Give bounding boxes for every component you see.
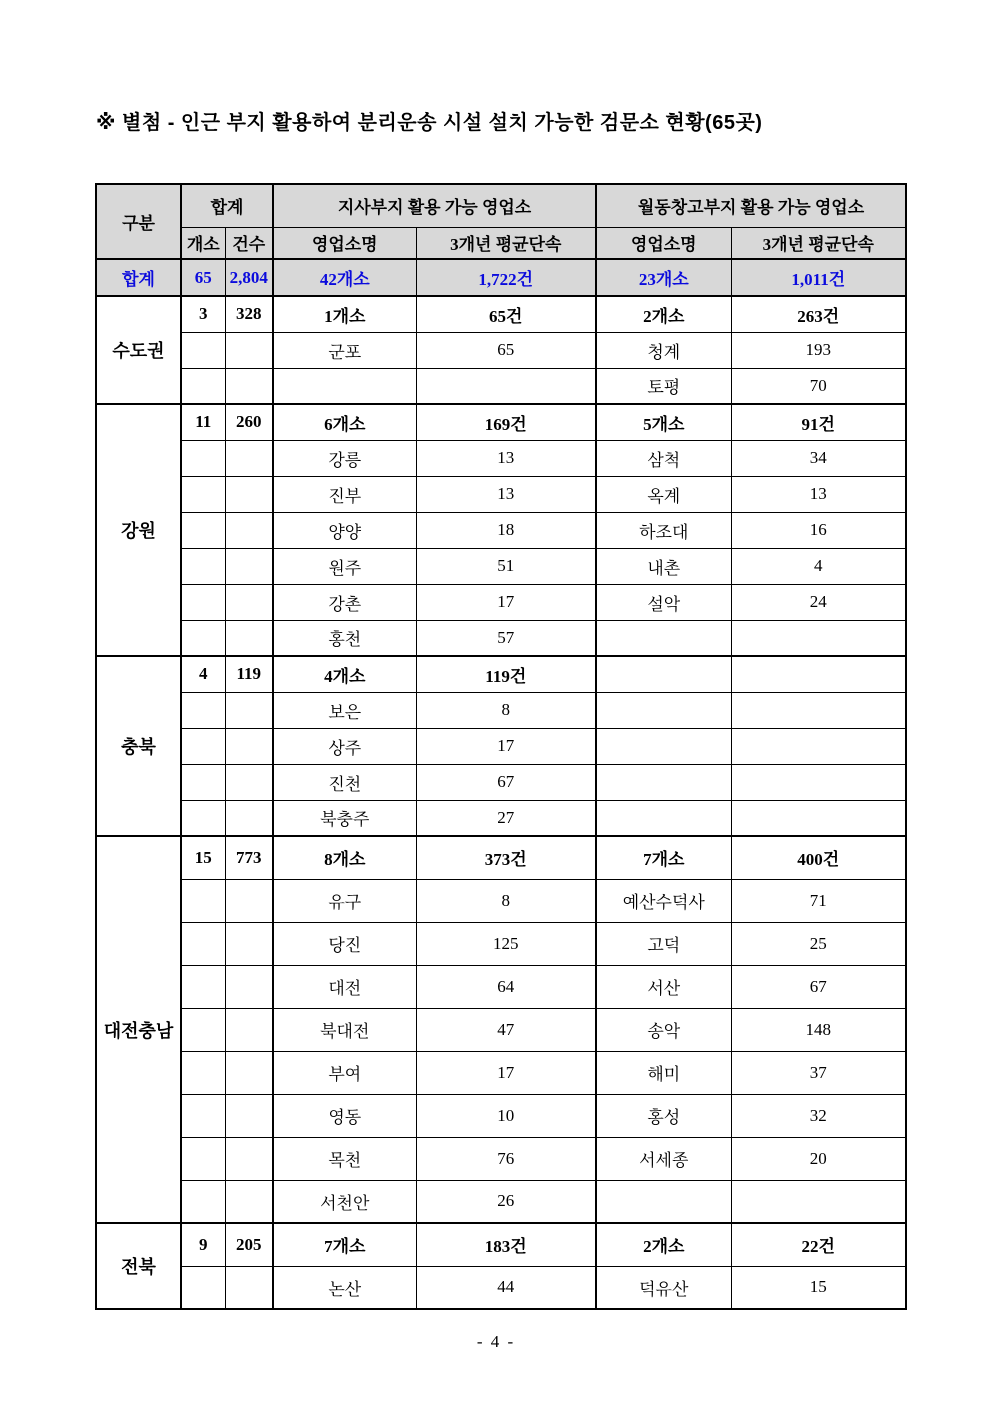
empty-cases-cell: [225, 548, 273, 584]
region-summary-row: [96, 404, 906, 440]
office-woldong_name: 홍성: [596, 1094, 731, 1137]
office-woldong_avg: 148: [731, 1008, 906, 1051]
office-woldong_name: [596, 1180, 731, 1223]
office-jisa_name: 영동: [273, 1094, 416, 1137]
office-jisa_avg: 125: [416, 922, 596, 965]
office-detail-row: [96, 1266, 906, 1309]
empty-count-cell: [181, 764, 225, 800]
region-summary-woldong_name: 7개소: [596, 836, 731, 879]
empty-cases-cell: [225, 440, 273, 476]
header-winter-warehouse-group: 월동창고부지 활용 가능 영업소: [596, 184, 906, 227]
office-jisa_name: 강릉: [273, 440, 416, 476]
empty-count-cell: [181, 332, 225, 368]
region-summary-jisa_avg: 169건: [416, 404, 596, 440]
office-woldong_avg: [731, 800, 906, 836]
region-summary-geonsu: 119: [225, 656, 273, 692]
checkpoint-status-table: [95, 183, 907, 1310]
office-woldong_avg: 15: [731, 1266, 906, 1309]
office-jisa_avg: 13: [416, 440, 596, 476]
region-summary-woldong_name: 2개소: [596, 1223, 731, 1266]
office-jisa_avg: 47: [416, 1008, 596, 1051]
office-jisa_name: 목천: [273, 1137, 416, 1180]
office-jisa_name: 당진: [273, 922, 416, 965]
empty-cases-cell: [225, 1137, 273, 1180]
office-woldong_name: [596, 764, 731, 800]
office-detail-row: [96, 332, 906, 368]
office-jisa_name: 대전: [273, 965, 416, 1008]
region-summary-woldong_name: 5개소: [596, 404, 731, 440]
total-geonsu: 2,804: [225, 259, 273, 296]
empty-cases-cell: [225, 764, 273, 800]
region-summary-geonsu: 260: [225, 404, 273, 440]
office-woldong_avg: 24: [731, 584, 906, 620]
office-detail-row: [96, 1180, 906, 1223]
empty-cases-cell: [225, 332, 273, 368]
empty-cases-cell: [225, 476, 273, 512]
office-jisa_avg: 17: [416, 1051, 596, 1094]
header-group-row: [96, 184, 906, 227]
office-jisa_avg: 26: [416, 1180, 596, 1223]
region-summary-row: [96, 1223, 906, 1266]
region-summary-gaeso: 9: [181, 1223, 225, 1266]
office-detail-row: [96, 620, 906, 656]
office-jisa_avg: 8: [416, 692, 596, 728]
office-jisa_avg: 10: [416, 1094, 596, 1137]
office-jisa_name: 진부: [273, 476, 416, 512]
empty-cases-cell: [225, 1094, 273, 1137]
office-woldong_name: 송악: [596, 1008, 731, 1051]
page-number: - 4 -: [476, 1332, 516, 1351]
office-detail-row: [96, 692, 906, 728]
header-branch-office-name: 영업소명: [273, 227, 416, 259]
empty-cases-cell: [225, 584, 273, 620]
empty-count-cell: [181, 879, 225, 922]
office-woldong_name: [596, 728, 731, 764]
region-summary-geonsu: 328: [225, 296, 273, 332]
office-jisa_avg: 17: [416, 728, 596, 764]
empty-count-cell: [181, 512, 225, 548]
header-branch-three-year-avg: 3개년 평균단속: [416, 227, 596, 259]
office-detail-row: [96, 922, 906, 965]
office-jisa_avg: 51: [416, 548, 596, 584]
office-woldong_avg: [731, 728, 906, 764]
total-woldong_avg: 1,011건: [731, 259, 906, 296]
region-summary-jisa_avg: 119건: [416, 656, 596, 692]
office-jisa_name: 부여: [273, 1051, 416, 1094]
empty-cases-cell: [225, 800, 273, 836]
region-summary-woldong_name: 2개소: [596, 296, 731, 332]
empty-count-cell: [181, 1137, 225, 1180]
region-summary-jisa_name: 8개소: [273, 836, 416, 879]
region-summary-woldong_avg: 263건: [731, 296, 906, 332]
office-woldong_avg: 13: [731, 476, 906, 512]
header-category: 구분: [96, 184, 181, 259]
office-jisa_name: 북충주: [273, 800, 416, 836]
region-label: 대전충남: [96, 836, 181, 1223]
office-woldong_name: [596, 692, 731, 728]
empty-cases-cell: [225, 1266, 273, 1309]
empty-cases-cell: [225, 692, 273, 728]
region-summary-woldong_avg: [731, 656, 906, 692]
office-jisa_avg: 18: [416, 512, 596, 548]
office-woldong_name: 예산수덕사: [596, 879, 731, 922]
office-woldong_avg: 34: [731, 440, 906, 476]
empty-count-cell: [181, 620, 225, 656]
total-jisa_avg: 1,722건: [416, 259, 596, 296]
office-jisa_name: 상주: [273, 728, 416, 764]
office-detail-row: [96, 965, 906, 1008]
office-jisa_name: 홍천: [273, 620, 416, 656]
office-woldong_avg: 67: [731, 965, 906, 1008]
empty-cases-cell: [225, 728, 273, 764]
office-woldong_name: 덕유산: [596, 1266, 731, 1309]
office-woldong_name: 토평: [596, 368, 731, 404]
office-woldong_avg: 16: [731, 512, 906, 548]
office-jisa_name: 강촌: [273, 584, 416, 620]
office-woldong_name: [596, 800, 731, 836]
table-header: [96, 184, 906, 259]
header-winter-office-name: 영업소명: [596, 227, 731, 259]
office-woldong_avg: 32: [731, 1094, 906, 1137]
header-sub-row: [96, 227, 906, 259]
region-summary-jisa_avg: 183건: [416, 1223, 596, 1266]
grand-total-row: [96, 259, 906, 296]
office-jisa_avg: 17: [416, 584, 596, 620]
office-detail-row: [96, 1051, 906, 1094]
table-body: [96, 259, 906, 1309]
office-detail-row: [96, 476, 906, 512]
region-summary-woldong_avg: 91건: [731, 404, 906, 440]
region-summary-gaeso: 11: [181, 404, 225, 440]
office-jisa_avg: 27: [416, 800, 596, 836]
office-jisa_avg: 57: [416, 620, 596, 656]
office-woldong_name: 서산: [596, 965, 731, 1008]
region-summary-geonsu: 773: [225, 836, 273, 879]
total-label: 합계: [96, 259, 181, 296]
total-jisa_name: 42개소: [273, 259, 416, 296]
region-summary-gaeso: 15: [181, 836, 225, 879]
region-summary-geonsu: 205: [225, 1223, 273, 1266]
office-woldong_name: 해미: [596, 1051, 731, 1094]
office-detail-row: [96, 1094, 906, 1137]
empty-cases-cell: [225, 1051, 273, 1094]
region-summary-gaeso: 3: [181, 296, 225, 332]
office-jisa_name: 원주: [273, 548, 416, 584]
empty-count-cell: [181, 548, 225, 584]
office-jisa_avg: 76: [416, 1137, 596, 1180]
empty-cases-cell: [225, 922, 273, 965]
office-jisa_avg: 8: [416, 879, 596, 922]
office-woldong_avg: 20: [731, 1137, 906, 1180]
office-detail-row: [96, 800, 906, 836]
office-jisa_name: 군포: [273, 332, 416, 368]
office-woldong_name: 내촌: [596, 548, 731, 584]
office-woldong_avg: [731, 1180, 906, 1223]
office-jisa_name: 서천안: [273, 1180, 416, 1223]
empty-cases-cell: [225, 1008, 273, 1051]
office-jisa_name: 논산: [273, 1266, 416, 1309]
office-jisa_avg: 65: [416, 332, 596, 368]
office-woldong_name: 옥계: [596, 476, 731, 512]
office-woldong_avg: 37: [731, 1051, 906, 1094]
empty-count-cell: [181, 1180, 225, 1223]
header-winter-three-year-avg: 3개년 평균단속: [731, 227, 906, 259]
office-woldong_name: [596, 620, 731, 656]
office-detail-row: [96, 368, 906, 404]
region-summary-jisa_avg: 65건: [416, 296, 596, 332]
region-summary-jisa_name: 7개소: [273, 1223, 416, 1266]
office-jisa_name: 진천: [273, 764, 416, 800]
header-branch-site-group: 지사부지 활용 가능 영업소: [273, 184, 596, 227]
empty-count-cell: [181, 692, 225, 728]
office-jisa_name: 북대전: [273, 1008, 416, 1051]
office-woldong_name: 설악: [596, 584, 731, 620]
office-jisa_avg: 64: [416, 965, 596, 1008]
region-summary-row: [96, 656, 906, 692]
region-summary-woldong_avg: 400건: [731, 836, 906, 879]
region-summary-jisa_name: 1개소: [273, 296, 416, 332]
region-summary-gaeso: 4: [181, 656, 225, 692]
total-gaeso: 65: [181, 259, 225, 296]
office-woldong_avg: [731, 764, 906, 800]
empty-count-cell: [181, 476, 225, 512]
office-detail-row: [96, 584, 906, 620]
office-jisa_avg: [416, 368, 596, 404]
office-woldong_avg: 71: [731, 879, 906, 922]
empty-count-cell: [181, 440, 225, 476]
empty-cases-cell: [225, 879, 273, 922]
office-jisa_name: 양양: [273, 512, 416, 548]
region-summary-jisa_avg: 373건: [416, 836, 596, 879]
office-woldong_avg: [731, 692, 906, 728]
empty-cases-cell: [225, 965, 273, 1008]
empty-cases-cell: [225, 512, 273, 548]
region-label: 충북: [96, 656, 181, 836]
empty-count-cell: [181, 1051, 225, 1094]
office-jisa_avg: 13: [416, 476, 596, 512]
office-jisa_name: 유구: [273, 879, 416, 922]
office-woldong_avg: 4: [731, 548, 906, 584]
office-detail-row: [96, 1137, 906, 1180]
office-detail-row: [96, 440, 906, 476]
region-summary-woldong_avg: 22건: [731, 1223, 906, 1266]
header-cases: 건수: [225, 227, 273, 259]
office-woldong_name: 서세종: [596, 1137, 731, 1180]
office-detail-row: [96, 728, 906, 764]
office-woldong_name: 하조대: [596, 512, 731, 548]
office-jisa_name: 보은: [273, 692, 416, 728]
region-summary-row: [96, 296, 906, 332]
empty-count-cell: [181, 368, 225, 404]
region-summary-jisa_name: 4개소: [273, 656, 416, 692]
region-label: 전북: [96, 1223, 181, 1309]
office-jisa_name: [273, 368, 416, 404]
region-label: 수도권: [96, 296, 181, 404]
empty-count-cell: [181, 922, 225, 965]
region-summary-jisa_name: 6개소: [273, 404, 416, 440]
empty-count-cell: [181, 1008, 225, 1051]
empty-count-cell: [181, 728, 225, 764]
empty-count-cell: [181, 965, 225, 1008]
office-woldong_name: 삼척: [596, 440, 731, 476]
office-jisa_avg: 44: [416, 1266, 596, 1309]
office-detail-row: [96, 764, 906, 800]
header-total-group: 합계: [181, 184, 273, 227]
region-summary-row: [96, 836, 906, 879]
office-woldong_avg: 193: [731, 332, 906, 368]
office-woldong_avg: 70: [731, 368, 906, 404]
empty-count-cell: [181, 800, 225, 836]
office-woldong_avg: 25: [731, 922, 906, 965]
office-detail-row: [96, 1008, 906, 1051]
header-count: 개소: [181, 227, 225, 259]
office-woldong_avg: [731, 620, 906, 656]
empty-count-cell: [181, 1266, 225, 1309]
page-title: ※ 별첨 - 인근 부지 활용하여 분리운송 시설 설치 가능한 검문소 현황(65곳): [96, 112, 763, 134]
empty-cases-cell: [225, 1180, 273, 1223]
empty-count-cell: [181, 584, 225, 620]
office-detail-row: [96, 879, 906, 922]
region-summary-woldong_name: [596, 656, 731, 692]
empty-count-cell: [181, 1094, 225, 1137]
region-label: 강원: [96, 404, 181, 656]
total-woldong_name: 23개소: [596, 259, 731, 296]
office-woldong_name: 청계: [596, 332, 731, 368]
office-woldong_name: 고덕: [596, 922, 731, 965]
empty-cases-cell: [225, 368, 273, 404]
empty-cases-cell: [225, 620, 273, 656]
office-jisa_avg: 67: [416, 764, 596, 800]
office-detail-row: [96, 548, 906, 584]
office-detail-row: [96, 512, 906, 548]
